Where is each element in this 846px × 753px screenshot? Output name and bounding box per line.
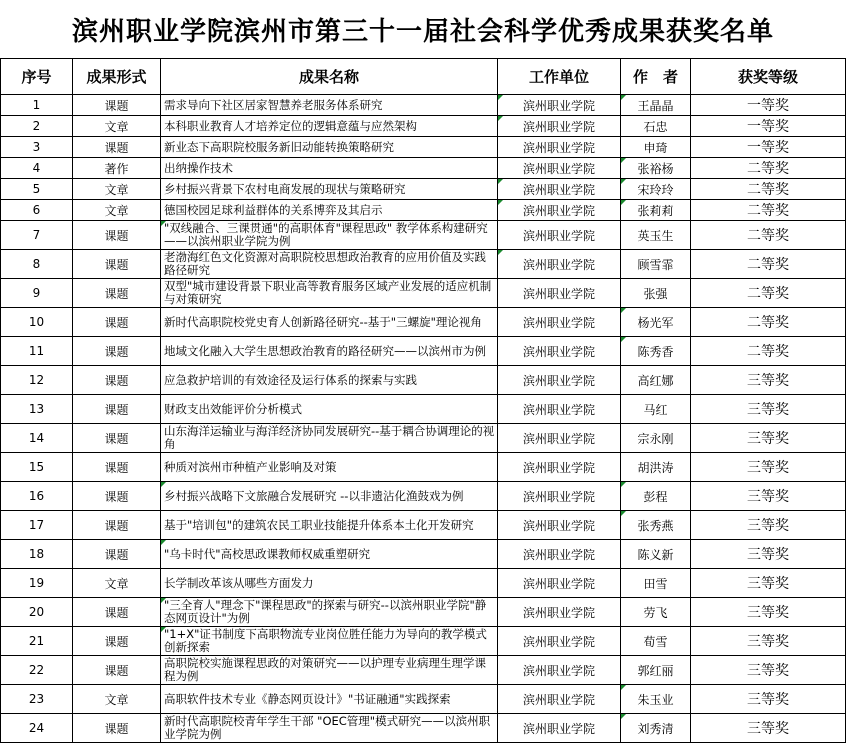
cell-author: 田雪: [621, 569, 691, 598]
cell-author: 陈义新: [621, 540, 691, 569]
achievement-title: "双线融合、三课贯通"的高职体育"课程思政" 教学体系构建研究——以滨州职业学院为例: [164, 222, 488, 248]
cell-level: 二等奖: [691, 158, 846, 179]
cell-name: [161, 337, 498, 366]
cell-level: 二等奖: [691, 337, 846, 366]
cell-no: 16: [1, 482, 73, 511]
cell-no: 15: [1, 453, 73, 482]
cell-form: 课题: [73, 598, 161, 627]
cell-author: 张秀燕: [621, 511, 691, 540]
cell-unit: 滨州职业学院: [498, 540, 621, 569]
cell-level: 三等奖: [691, 366, 846, 395]
cell-author: 郭红丽: [621, 656, 691, 685]
achievement-title: 老渤海红色文化资源对高职院校思想政治教育的应用价值及实践路径研究: [164, 251, 486, 277]
cell-form: 课题: [73, 540, 161, 569]
cell-no: 10: [1, 308, 73, 337]
column-header-unit: 工作单位: [498, 59, 621, 95]
table-row: [1, 395, 846, 424]
cell-no: 17: [1, 511, 73, 540]
table-row: [1, 200, 846, 221]
achievement-title: 乡村振兴背景下农村电商发展的现状与策略研究: [164, 182, 406, 196]
table-row: [1, 95, 846, 116]
cell-level: 三等奖: [691, 482, 846, 511]
cell-author: 彭程: [621, 482, 691, 511]
achievement-title: 种质对滨州市种植产业影响及对策: [164, 460, 337, 474]
achievement-title: "三全育人"理念下"课程思政"的探索与研究--以滨州职业学院"静态网页设计"为例: [164, 599, 487, 625]
cell-name: [161, 158, 498, 179]
cell-no: 18: [1, 540, 73, 569]
table-row: [1, 116, 846, 137]
table-row: [1, 482, 846, 511]
cell-unit: 滨州职业学院: [498, 482, 621, 511]
cell-no: 4: [1, 158, 73, 179]
cell-unit: 滨州职业学院: [498, 200, 621, 221]
cell-form: 著作: [73, 158, 161, 179]
cell-form: 课题: [73, 395, 161, 424]
table-body: [1, 95, 846, 743]
table-row: [1, 308, 846, 337]
cell-no: 19: [1, 569, 73, 598]
achievement-title: 新时代高职院校青年学生干部 "OEC管理"模式研究——以滨州职业学院为例: [164, 715, 491, 741]
cell-unit: 滨州职业学院: [498, 116, 621, 137]
table-row: [1, 598, 846, 627]
achievement-title: 山东海洋运输业与海洋经济协同发展研究--基于耦合协调理论的视角: [164, 425, 495, 451]
cell-level: 三等奖: [691, 540, 846, 569]
page-title: 滨州职业学院滨州市第三十一届社会科学优秀成果获奖名单: [71, 16, 774, 47]
cell-name: [161, 395, 498, 424]
awards-table: [0, 58, 846, 743]
achievement-title: 新业态下高职院校服务新旧动能转换策略研究: [164, 140, 394, 154]
achievement-title: 新时代高职院校党史育人创新路径研究--基于"三螺旋"理论视角: [164, 315, 482, 329]
cell-no: 7: [1, 221, 73, 250]
cell-unit: 滨州职业学院: [498, 158, 621, 179]
column-header-name: 成果名称: [161, 59, 498, 95]
cell-name: [161, 511, 498, 540]
cell-name: [161, 424, 498, 453]
cell-level: 二等奖: [691, 279, 846, 308]
cell-form: 课题: [73, 308, 161, 337]
cell-form: 课题: [73, 337, 161, 366]
table-row: [1, 714, 846, 743]
cell-unit: 滨州职业学院: [498, 179, 621, 200]
column-header-no: 序号: [1, 59, 73, 95]
cell-form: 课题: [73, 511, 161, 540]
cell-author: 张强: [621, 279, 691, 308]
cell-author: 张裕杨: [621, 158, 691, 179]
cell-no: 23: [1, 685, 73, 714]
cell-unit: 滨州职业学院: [498, 511, 621, 540]
cell-unit: 滨州职业学院: [498, 279, 621, 308]
cell-name: [161, 137, 498, 158]
cell-no: 24: [1, 714, 73, 743]
table-row: [1, 656, 846, 685]
cell-unit: 滨州职业学院: [498, 569, 621, 598]
achievement-title: 长学制改革该从哪些方面发力: [164, 576, 314, 590]
cell-level: 二等奖: [691, 308, 846, 337]
cell-form: 文章: [73, 116, 161, 137]
cell-author: 英玉生: [621, 221, 691, 250]
cell-no: 20: [1, 598, 73, 627]
cell-unit: 滨州职业学院: [498, 656, 621, 685]
achievement-title: 德国校园足球利益群体的关系博弈及其启示: [164, 203, 383, 217]
achievement-title: 需求导向下社区居家智慧养老服务体系研究: [164, 98, 383, 112]
cell-form: 课题: [73, 656, 161, 685]
cell-no: 21: [1, 627, 73, 656]
cell-form: 课题: [73, 482, 161, 511]
cell-author: 胡洪涛: [621, 453, 691, 482]
cell-unit: 滨州职业学院: [498, 137, 621, 158]
table-row: [1, 569, 846, 598]
table-row: [1, 179, 846, 200]
cell-name: [161, 200, 498, 221]
cell-name: [161, 279, 498, 308]
cell-unit: 滨州职业学院: [498, 598, 621, 627]
cell-name: [161, 366, 498, 395]
cell-unit: 滨州职业学院: [498, 366, 621, 395]
cell-unit: 滨州职业学院: [498, 250, 621, 279]
cell-form: 文章: [73, 179, 161, 200]
cell-form: 课题: [73, 366, 161, 395]
cell-form: 文章: [73, 569, 161, 598]
table-row: [1, 424, 846, 453]
table-row: [1, 137, 846, 158]
achievement-title: 乡村振兴战略下文旅融合发展研究 --以非遗沾化渔鼓戏为例: [164, 489, 464, 503]
cell-form: 课题: [73, 250, 161, 279]
cell-level: 二等奖: [691, 250, 846, 279]
cell-form: 课题: [73, 714, 161, 743]
table-row: [1, 540, 846, 569]
cell-no: 3: [1, 137, 73, 158]
cell-no: 1: [1, 95, 73, 116]
cell-author: 劳飞: [621, 598, 691, 627]
cell-author: 陈秀香: [621, 337, 691, 366]
cell-form: 课题: [73, 627, 161, 656]
cell-level: 三等奖: [691, 714, 846, 743]
cell-unit: 滨州职业学院: [498, 308, 621, 337]
cell-name: [161, 308, 498, 337]
table-row: [1, 158, 846, 179]
cell-author: 杨光军: [621, 308, 691, 337]
cell-form: 课题: [73, 95, 161, 116]
cell-unit: 滨州职业学院: [498, 337, 621, 366]
table-row: [1, 627, 846, 656]
cell-name: [161, 179, 498, 200]
cell-unit: 滨州职业学院: [498, 453, 621, 482]
table-row: [1, 685, 846, 714]
achievement-title: 高职院校实施课程思政的对策研究——以护理专业病理生理学课程为例: [164, 657, 486, 683]
cell-author: 王晶晶: [621, 95, 691, 116]
cell-no: 12: [1, 366, 73, 395]
cell-author: 张莉莉: [621, 200, 691, 221]
achievement-title: 财政支出效能评价分析模式: [164, 402, 302, 416]
cell-level: 二等奖: [691, 179, 846, 200]
cell-form: 文章: [73, 200, 161, 221]
cell-name: [161, 116, 498, 137]
cell-author: 申琦: [621, 137, 691, 158]
cell-author: 宗永刚: [621, 424, 691, 453]
cell-level: 三等奖: [691, 598, 846, 627]
cell-form: 课题: [73, 424, 161, 453]
achievement-title: 地域文化融入大学生思想政治教育的路径研究——以滨州市为例: [164, 344, 486, 358]
cell-unit: 滨州职业学院: [498, 714, 621, 743]
cell-name: [161, 221, 498, 250]
cell-level: 三等奖: [691, 511, 846, 540]
cell-name: [161, 714, 498, 743]
cell-form: 课题: [73, 453, 161, 482]
cell-unit: 滨州职业学院: [498, 424, 621, 453]
cell-unit: 滨州职业学院: [498, 627, 621, 656]
achievement-title: "1+X"证书制度下高职物流专业岗位胜任能力为导向的教学模式创新探索: [164, 628, 487, 654]
cell-level: 一等奖: [691, 95, 846, 116]
cell-name: [161, 598, 498, 627]
column-header-form: 成果形式: [73, 59, 161, 95]
column-header-author: 作 者: [621, 59, 691, 95]
table-row: [1, 221, 846, 250]
cell-no: 6: [1, 200, 73, 221]
cell-author: 宋玲玲: [621, 179, 691, 200]
table-row: [1, 366, 846, 395]
cell-name: [161, 95, 498, 116]
cell-unit: 滨州职业学院: [498, 685, 621, 714]
table-row: [1, 511, 846, 540]
achievement-title: 出纳操作技术: [164, 161, 233, 175]
cell-level: 三等奖: [691, 685, 846, 714]
cell-unit: 滨州职业学院: [498, 95, 621, 116]
cell-no: 11: [1, 337, 73, 366]
cell-level: 二等奖: [691, 200, 846, 221]
cell-name: [161, 453, 498, 482]
cell-no: 13: [1, 395, 73, 424]
cell-name: [161, 540, 498, 569]
cell-form: 课题: [73, 221, 161, 250]
cell-level: 三等奖: [691, 395, 846, 424]
cell-no: 2: [1, 116, 73, 137]
cell-name: [161, 250, 498, 279]
cell-level: 三等奖: [691, 453, 846, 482]
achievement-title: 本科职业教育人才培养定位的逻辑意蕴与应然架构: [164, 119, 417, 133]
cell-no: 14: [1, 424, 73, 453]
cell-level: 三等奖: [691, 569, 846, 598]
cell-level: 三等奖: [691, 656, 846, 685]
achievement-title: 高职软件技术专业《静态网页设计》"书证融通"实践探索: [164, 692, 451, 706]
achievement-title: 基于"培训包"的建筑农民工职业技能提升体系本土化开发研究: [164, 518, 474, 532]
header-row: [1, 59, 846, 95]
achievement-title: "乌卡时代"高校思政课教师权威重塑研究: [164, 547, 371, 561]
cell-form: 课题: [73, 137, 161, 158]
table-row: [1, 250, 846, 279]
cell-author: 顾雪霏: [621, 250, 691, 279]
cell-level: 一等奖: [691, 116, 846, 137]
cell-author: 刘秀清: [621, 714, 691, 743]
column-header-level: 获奖等级: [691, 59, 846, 95]
cell-unit: 滨州职业学院: [498, 395, 621, 424]
cell-name: [161, 482, 498, 511]
cell-author: 高红娜: [621, 366, 691, 395]
cell-form: 课题: [73, 279, 161, 308]
table-row: [1, 279, 846, 308]
cell-author: 石忠: [621, 116, 691, 137]
cell-level: 一等奖: [691, 137, 846, 158]
cell-name: [161, 569, 498, 598]
cell-no: 5: [1, 179, 73, 200]
cell-name: [161, 656, 498, 685]
cell-author: 马红: [621, 395, 691, 424]
achievement-title: 双型"城市建设背景下职业高等教育服务区域产业发展的适应机制与对策研究: [164, 280, 492, 306]
achievement-title: 应急救护培训的有效途径及运行体系的探索与实践: [164, 373, 417, 387]
cell-form: 文章: [73, 685, 161, 714]
cell-level: 二等奖: [691, 221, 846, 250]
cell-author: 荀雪: [621, 627, 691, 656]
table-row: [1, 453, 846, 482]
cell-name: [161, 627, 498, 656]
cell-unit: 滨州职业学院: [498, 221, 621, 250]
cell-no: 9: [1, 279, 73, 308]
cell-no: 8: [1, 250, 73, 279]
cell-no: 22: [1, 656, 73, 685]
table-row: [1, 337, 846, 366]
cell-name: [161, 685, 498, 714]
cell-level: 三等奖: [691, 424, 846, 453]
cell-author: 朱玉业: [621, 685, 691, 714]
cell-level: 三等奖: [691, 627, 846, 656]
